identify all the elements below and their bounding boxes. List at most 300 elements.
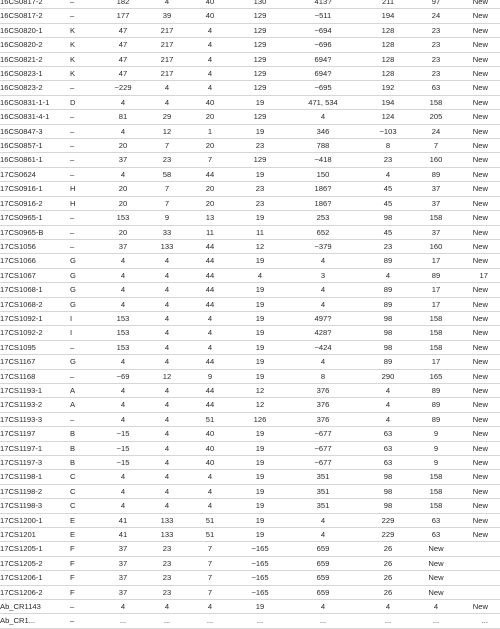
cell-col-8: 63: [383, 429, 393, 439]
cell-col-8: 211: [381, 0, 395, 6]
cell-col-9: 17: [431, 256, 441, 266]
cell-col-6: 19: [255, 313, 265, 323]
cell-col-5: ...: [206, 616, 214, 626]
cell-col-8: 98: [383, 342, 393, 352]
cell-col-4: 4: [164, 443, 170, 453]
cell-cluster: –: [70, 213, 75, 223]
cell-col-6: 129: [253, 112, 267, 122]
cell-col-4: 4: [164, 414, 170, 424]
cell-novelty: New: [472, 385, 488, 395]
cell-col-5: 44: [205, 169, 215, 179]
cell-col-7: 351: [316, 472, 330, 482]
cell-col-8: 124: [381, 112, 395, 122]
cell-isolate-id: 17CS0916-1: [0, 184, 43, 194]
cell-col-8: 89: [383, 357, 393, 367]
cell-novelty: New: [472, 285, 488, 295]
cell-isolate-id: 17CS1197-1: [0, 443, 43, 453]
cell-novelty: New: [472, 530, 488, 540]
cell-col-6: 129: [253, 155, 267, 165]
cell-col-4: 58: [162, 169, 172, 179]
cell-col-4: 4: [164, 313, 170, 323]
cell-col-7: ~511: [314, 11, 332, 21]
cell-col-7: 4: [320, 530, 326, 540]
cell-cluster: K: [70, 54, 76, 64]
cell-novelty: New: [472, 126, 488, 136]
cell-col-6: 12: [255, 385, 265, 395]
cell-col-5: 1: [207, 126, 213, 136]
cell-col-6: 23: [255, 184, 265, 194]
cell-col-5: 20: [205, 198, 215, 208]
cell-col-9: 23: [431, 69, 441, 79]
cell-col-9: New: [428, 573, 444, 583]
cell-isolate-id: 17CS1193-1: [0, 385, 43, 395]
cell-col-6: 126: [253, 414, 267, 424]
cell-col-8: 128: [381, 69, 395, 79]
cell-cluster: G: [70, 285, 76, 295]
table-row: [0, 167, 500, 181]
cell-cluster: F: [70, 587, 75, 597]
cell-cluster: H: [70, 198, 76, 208]
cell-novelty: New: [472, 299, 488, 309]
cell-col-5: 44: [205, 299, 215, 309]
cell-col-3: 4: [120, 400, 126, 410]
cell-col-4: 4: [164, 256, 170, 266]
cell-isolate-id: 17CS1092-2: [0, 328, 43, 338]
table-row: [0, 38, 500, 52]
cell-col-7: ~694: [314, 25, 332, 35]
cell-col-5: 4: [207, 69, 213, 79]
cell-col-8: 128: [381, 54, 395, 64]
cell-novelty: New: [472, 25, 488, 35]
cell-col-6: 129: [253, 40, 267, 50]
cell-col-7: 659: [316, 573, 330, 583]
cell-col-4: 217: [160, 69, 174, 79]
cell-col-8: 290: [381, 371, 395, 381]
cell-isolate-id: 16CS0831-4-1: [0, 112, 50, 122]
cell-col-8: 26: [383, 573, 393, 583]
cell-col-6: 19: [255, 342, 265, 352]
cell-col-8: 4: [385, 270, 391, 280]
cell-col-5: 4: [207, 40, 213, 50]
cell-isolate-id: 17CS1197: [0, 429, 36, 439]
cell-col-5: 4: [207, 328, 213, 338]
cell-novelty: New: [472, 227, 488, 237]
cell-col-5: 4: [207, 83, 213, 93]
cell-col-8: 4: [385, 602, 391, 612]
cell-novelty: New: [472, 169, 488, 179]
cell-col-9: 158: [429, 313, 443, 323]
cell-col-7: 3: [320, 270, 326, 280]
cell-cluster: –: [70, 155, 75, 165]
cell-col-8: 98: [383, 472, 393, 482]
cell-novelty: New: [472, 602, 488, 612]
cell-cluster: H: [70, 184, 76, 194]
cell-isolate-id: 17CS0624: [0, 169, 36, 179]
cell-col-8: ~103: [379, 126, 397, 136]
cell-col-4: 4: [164, 501, 170, 511]
cell-col-4: 12: [162, 371, 172, 381]
cell-col-3: 4: [120, 97, 126, 107]
cell-cluster: G: [70, 299, 76, 309]
cell-novelty: New: [472, 69, 488, 79]
cell-col-3: 4: [120, 472, 126, 482]
table-row: [0, 441, 500, 455]
cell-col-6: 4: [257, 270, 263, 280]
cell-col-5: 7: [207, 558, 213, 568]
cell-novelty: New: [472, 472, 488, 482]
cell-cluster: E: [70, 515, 76, 525]
cell-col-8: 8: [385, 141, 391, 151]
table-row: [0, 153, 500, 167]
cell-col-6: 129: [253, 54, 267, 64]
cell-col-8: 229: [381, 530, 395, 540]
cell-col-9: 63: [431, 83, 441, 93]
cell-col-6: 12: [255, 400, 265, 410]
cell-col-9: New: [428, 544, 444, 554]
cell-col-8: 128: [381, 40, 395, 50]
cell-col-9: New: [428, 558, 444, 568]
cell-isolate-id: 17CS1193-3: [0, 414, 43, 424]
table-row: [0, 456, 500, 470]
cell-col-3: 47: [118, 69, 128, 79]
cell-col-8: 26: [383, 587, 393, 597]
cell-col-6: 19: [255, 357, 265, 367]
table-row: [0, 283, 500, 297]
cell-col-3: 182: [116, 0, 130, 6]
cell-col-7: 659: [316, 558, 330, 568]
cell-col-5: 44: [205, 256, 215, 266]
cell-col-6: 19: [255, 530, 265, 540]
cell-isolate-id: 16CS0823-2: [0, 83, 43, 93]
table-row: [0, 182, 500, 196]
cell-col-3: 4: [120, 169, 126, 179]
cell-col-5: 11: [206, 227, 214, 237]
cell-col-6: ~165: [251, 573, 269, 583]
cell-col-7: ~677: [314, 429, 332, 439]
cell-col-9: 23: [431, 40, 441, 50]
cell-col-8: 4: [385, 169, 391, 179]
cell-col-4: 23: [162, 573, 172, 583]
cell-col-3: 37: [118, 558, 128, 568]
cell-isolate-id: 16CS0847-3: [0, 126, 43, 136]
cell-novelty: New: [472, 198, 488, 208]
table-row: [0, 81, 500, 95]
cell-col-7: 694?: [314, 69, 332, 79]
cell-col-6: 19: [255, 443, 265, 453]
cell-col-5: 44: [205, 400, 215, 410]
cell-col-9: 89: [431, 400, 441, 410]
cell-col-4: 4: [164, 458, 170, 467]
cell-col-7: 150: [316, 169, 330, 179]
cell-isolate-id: 17CS1197-3: [0, 458, 43, 467]
cell-col-7: ...: [319, 616, 327, 626]
cell-col-9: 7: [433, 141, 439, 151]
table-row: [0, 139, 500, 153]
cell-col-3: 4: [120, 385, 126, 395]
cell-isolate-id: 17CS1198-2: [0, 486, 43, 496]
cell-col-5: 44: [205, 385, 215, 395]
table-row: [0, 398, 500, 412]
cell-cluster: K: [70, 25, 76, 35]
table-row: [0, 52, 500, 66]
cell-isolate-id: 16CS0817-2: [0, 0, 43, 6]
cell-col-6: 129: [253, 25, 267, 35]
cell-col-4: 133: [160, 241, 174, 251]
cell-novelty: New: [472, 458, 488, 467]
cell-col-9: 205: [429, 112, 443, 122]
cell-isolate-id: 16CS0821-2: [0, 54, 43, 64]
cell-col-9: 158: [429, 342, 443, 352]
cell-col-8: 98: [383, 213, 393, 223]
table-row: [0, 311, 500, 325]
cell-novelty: New: [472, 97, 488, 107]
table-row: [0, 0, 500, 9]
cell-col-3: 153: [116, 328, 130, 338]
cell-cluster: F: [70, 558, 75, 568]
table-row: [0, 196, 500, 210]
cell-col-7: ~696: [314, 40, 332, 50]
cell-isolate-id: 16CS0857-1: [0, 141, 43, 151]
cell-col-9: 89: [431, 414, 441, 424]
cell-isolate-id: 17CS0965-B: [0, 227, 44, 237]
cell-cluster: –: [70, 616, 75, 626]
cell-isolate-id: 17CS1200-1: [0, 515, 43, 525]
cell-cluster: G: [70, 256, 76, 266]
cell-col-5: 20: [205, 141, 215, 151]
table-row: [0, 23, 500, 37]
cell-col-7: 253: [316, 213, 330, 223]
cell-isolate-id: 17CS1092-1: [0, 313, 43, 323]
cell-col-4: 217: [160, 54, 174, 64]
cell-col-8: 4: [385, 400, 391, 410]
cell-col-7: 659: [316, 587, 330, 597]
cell-col-5: 4: [207, 472, 213, 482]
cell-col-5: 44: [205, 241, 215, 251]
cell-isolate-id: Ab_CR1143: [0, 602, 41, 612]
cell-novelty: New: [472, 313, 488, 323]
cell-col-3: ~15: [116, 458, 130, 467]
cell-col-8: 26: [383, 558, 393, 568]
cell-novelty: New: [472, 501, 488, 511]
cell-col-3: 4: [120, 486, 126, 496]
cell-col-6: ~165: [251, 544, 269, 554]
cell-isolate-id: 17CS1068-2: [0, 299, 43, 309]
cell-col-4: 4: [164, 429, 170, 439]
cell-novelty: [454, 571, 500, 585]
cell-col-8: 4: [385, 414, 391, 424]
cell-col-4: 39: [162, 11, 172, 21]
table-row: [0, 340, 500, 354]
cell-col-6: ~165: [251, 587, 269, 597]
table-row: [0, 556, 500, 570]
cell-col-8: 63: [383, 443, 393, 453]
cell-col-4: 23: [162, 587, 172, 597]
cell-cluster: E: [70, 530, 76, 540]
cell-col-3: 37: [118, 155, 128, 165]
cell-isolate-id: 17CS1198-1: [0, 472, 43, 482]
cell-col-4: 12: [162, 126, 172, 136]
cell-col-6: 19: [255, 515, 265, 525]
table-row: [0, 9, 500, 23]
cell-cluster: –: [70, 83, 75, 93]
cell-col-9: 9: [433, 443, 439, 453]
cell-col-5: 4: [207, 342, 213, 352]
cell-col-6: 19: [255, 169, 265, 179]
cell-isolate-id: 17CS1068-1: [0, 285, 43, 295]
cell-col-9: 158: [429, 97, 443, 107]
cell-col-4: 4: [164, 385, 170, 395]
cell-col-9: 17: [431, 299, 441, 309]
cell-isolate-id: 17CS1066: [0, 256, 36, 266]
cell-col-7: 428?: [314, 328, 332, 338]
cell-col-5: 44: [205, 357, 215, 367]
cell-col-5: 40: [205, 443, 215, 453]
table-row: [0, 412, 500, 426]
cell-cluster: K: [70, 69, 76, 79]
cell-isolate-id: 17CS1205-2: [0, 558, 43, 568]
cell-col-6: 19: [255, 328, 265, 338]
cell-isolate-id: 17CS1201: [0, 530, 36, 540]
cell-col-4: 4: [164, 486, 170, 496]
cell-col-3: ...: [119, 616, 127, 626]
table-row: [0, 124, 500, 138]
cell-col-3: 4: [120, 602, 126, 612]
cell-col-9: 9: [433, 429, 439, 439]
cell-col-7: ~677: [314, 458, 332, 467]
cell-cluster: –: [70, 169, 75, 179]
cell-col-5: 13: [205, 213, 215, 223]
cell-cluster: G: [70, 270, 76, 280]
cell-col-9: 160: [429, 241, 443, 251]
cell-col-8: 229: [381, 515, 395, 525]
cell-col-4: 23: [162, 558, 172, 568]
cell-col-9: 24: [431, 126, 441, 136]
cell-col-9: 9: [433, 458, 439, 467]
cell-col-3: 177: [116, 11, 130, 21]
cell-col-5: 7: [207, 573, 213, 583]
cell-col-7: ~418: [314, 155, 332, 165]
cell-col-3: 81: [118, 112, 128, 122]
cell-col-9: 37: [431, 184, 441, 194]
cell-col-7: 376: [316, 400, 330, 410]
cell-novelty: New: [472, 0, 488, 6]
cell-col-4: 4: [164, 270, 170, 280]
cell-col-4: ...: [163, 616, 171, 626]
cell-novelty: New: [472, 155, 488, 165]
cell-novelty: New: [472, 112, 488, 122]
cell-col-8: 98: [383, 501, 393, 511]
cell-col-6: 19: [255, 429, 265, 439]
cell-col-3: 153: [116, 342, 130, 352]
cell-isolate-id: 16CS0823-1: [0, 69, 43, 79]
table-row: [0, 268, 500, 282]
cell-novelty: New: [472, 486, 488, 496]
cell-col-6: 23: [255, 198, 265, 208]
cell-col-3: ~15: [116, 429, 130, 439]
cell-col-7: 4: [320, 299, 326, 309]
cell-col-9: 158: [429, 486, 443, 496]
cell-cluster: –: [70, 141, 75, 151]
cell-col-4: 217: [160, 25, 174, 35]
cell-col-6: 129: [253, 11, 267, 21]
cell-cluster: A: [70, 385, 76, 395]
cell-isolate-id: 17CS1095: [0, 342, 36, 352]
cell-novelty: New: [472, 11, 488, 21]
cell-col-5: 4: [207, 54, 213, 64]
cell-col-5: 7: [207, 587, 213, 597]
cell-col-3: 153: [116, 213, 130, 223]
cell-col-6: 129: [253, 83, 267, 93]
cell-col-5: 40: [205, 97, 215, 107]
cell-col-6: 19: [255, 602, 265, 612]
cell-col-7: 413?: [314, 0, 332, 6]
cell-novelty: New: [472, 429, 488, 439]
cell-col-7: 652: [316, 227, 330, 237]
cell-col-7: 376: [316, 385, 330, 395]
cell-novelty: [454, 542, 500, 556]
cell-isolate-id: 17CS1193-2: [0, 400, 43, 410]
cell-col-5: 44: [205, 270, 215, 280]
cell-col-3: 4: [120, 414, 126, 424]
cell-isolate-id: 17CS0916-2: [0, 198, 43, 208]
cell-col-6: 19: [255, 371, 265, 381]
cell-cluster: A: [70, 400, 76, 410]
cell-col-4: 4: [164, 83, 170, 93]
cell-col-3: 4: [120, 357, 126, 367]
cell-cluster: B: [70, 429, 76, 439]
cell-novelty: New: [472, 54, 488, 64]
cell-novelty: New: [472, 371, 488, 381]
cell-col-8: 63: [383, 458, 393, 467]
table-row: [0, 225, 500, 239]
cell-novelty: New: [472, 141, 488, 151]
cell-col-9: 89: [431, 385, 441, 395]
cell-col-3: 41: [118, 515, 128, 525]
cell-col-9: New: [428, 587, 444, 597]
cell-col-7: 788: [316, 141, 330, 151]
cell-col-5: 7: [207, 544, 213, 554]
cell-col-7: 694?: [314, 54, 332, 64]
cell-novelty: New: [472, 83, 488, 93]
cell-col-8: 26: [383, 544, 393, 554]
cell-col-6: 11: [256, 227, 264, 237]
cell-col-5: 20: [205, 184, 215, 194]
cell-col-4: 9: [164, 213, 170, 223]
cell-col-3: 20: [118, 198, 128, 208]
cell-col-6: 129: [253, 69, 267, 79]
cell-isolate-id: 17CS1067: [0, 270, 36, 280]
cell-col-9: 165: [429, 371, 443, 381]
cell-isolate-id: 16CS0820-1: [0, 25, 43, 35]
cell-col-7: 186?: [314, 184, 332, 194]
cell-novelty: New: [472, 342, 488, 352]
cell-col-9: 37: [431, 227, 441, 237]
table-row: [0, 95, 500, 109]
cell-col-4: 133: [160, 515, 174, 525]
cell-col-6: ~165: [251, 558, 269, 568]
cell-isolate-id: 17CS1205-1: [0, 544, 43, 554]
cell-col-4: 217: [160, 40, 174, 50]
cell-col-6: 130: [253, 0, 267, 6]
cell-isolate-id: 17CS1168: [0, 371, 36, 381]
cell-cluster: F: [70, 573, 75, 583]
table-row: [0, 499, 500, 513]
cell-novelty: New: [472, 213, 488, 223]
cell-isolate-id: 16CS0820-2: [0, 40, 43, 50]
cell-cluster: –: [70, 371, 75, 381]
table-row: [0, 254, 500, 268]
table-row: [0, 369, 500, 383]
